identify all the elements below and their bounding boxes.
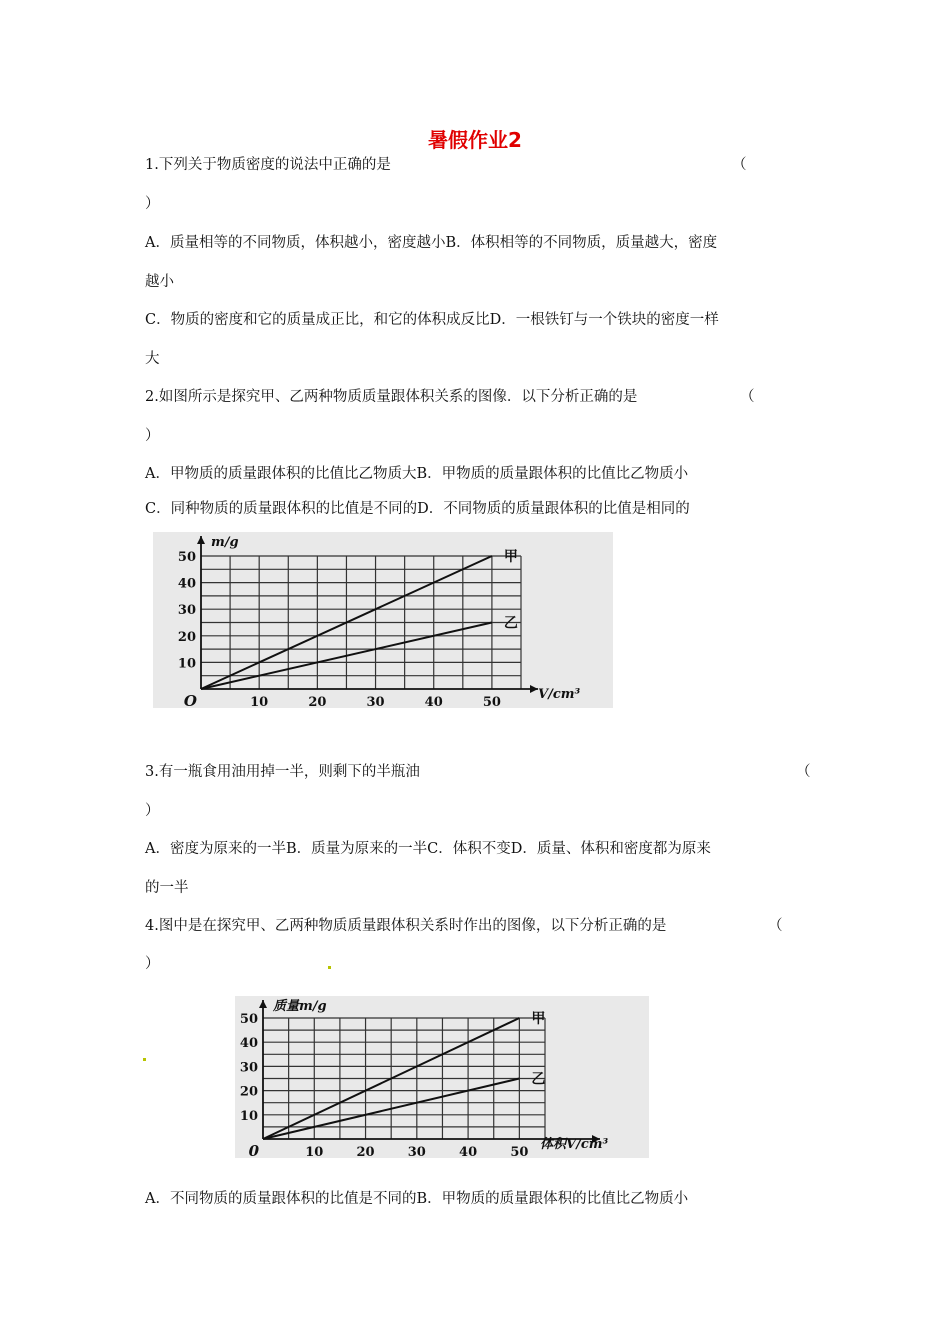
question-2-paren-close: ） <box>145 428 160 444</box>
x-tick-label: 30 <box>366 695 385 708</box>
question-2-stem: 2.如图所示是探究甲、乙两种物质质量跟体积关系的图像．以下分析正确的是 <box>145 389 638 405</box>
x-tick-label: 50 <box>482 695 501 708</box>
question-3-paren-close: ） <box>145 803 160 819</box>
y-tick-label: 40 <box>239 1036 258 1052</box>
question-1-paren-open: （ <box>732 157 747 173</box>
question-2-paren-open: （ <box>740 389 755 405</box>
x-tick-label: 50 <box>510 1145 529 1158</box>
question-4-option-line: A．不同物质的质量跟体积的比值是不同的B．甲物质的质量跟体积的比值比乙物质小 <box>145 1191 689 1207</box>
series-label-1: 甲 <box>531 1011 546 1027</box>
x-axis-label: 体积V/cm³ <box>540 1137 609 1152</box>
speck-mark <box>328 966 331 969</box>
figure-1 <box>153 532 613 712</box>
y-axis-label: m/g <box>211 535 239 550</box>
question-3-option-line: A．密度为原来的一半B．质量为原来的一半C．体积不变D．质量、体积和密度都为原来 <box>145 841 711 857</box>
question-2-option-line: A．甲物质的质量跟体积的比值比乙物质大B．甲物质的质量跟体积的比值比乙物质小 <box>145 466 689 482</box>
question-4-paren-close: ） <box>145 956 160 972</box>
origin-label: O <box>183 692 197 708</box>
series-label-2: 乙 <box>531 1071 546 1088</box>
y-tick-label: 20 <box>177 629 196 645</box>
x-tick-label: 30 <box>407 1145 426 1158</box>
x-tick-label: 10 <box>250 695 269 708</box>
y-tick-label: 50 <box>239 1012 258 1027</box>
x-tick-label: 40 <box>459 1145 478 1158</box>
y-tick-label: 30 <box>177 603 196 619</box>
page-title: 暑假作业2 <box>428 128 522 152</box>
question-4-paren-open: （ <box>768 918 783 934</box>
series-label-2: 乙 <box>503 615 518 632</box>
mass-volume-chart-1 <box>153 532 613 708</box>
y-tick-label: 20 <box>239 1084 258 1100</box>
question-4-stem: 4.图中是在探究甲、乙两种物质质量跟体积关系时作出的图像，以下分析正确的是 <box>145 918 667 934</box>
question-1-option-line: A．质量相等的不同物质，体积越小，密度越小B．体积相等的不同物质，质量越大，密度 <box>145 235 718 251</box>
question-1-paren-close: ） <box>145 196 160 212</box>
y-tick-label: 50 <box>177 550 196 565</box>
x-tick-label: 40 <box>424 695 443 708</box>
x-tick-label: 10 <box>305 1145 324 1158</box>
figure-2 <box>235 996 649 1162</box>
y-axis-label: 质量m/g <box>273 999 327 1014</box>
x-axis-label: V/cm³ <box>538 687 581 702</box>
x-tick-label: 20 <box>356 1145 375 1158</box>
series-label-1: 甲 <box>503 549 518 565</box>
question-1-option-line: 越小 <box>145 274 174 290</box>
y-tick-label: 10 <box>239 1108 258 1124</box>
y-tick-label: 40 <box>177 576 196 592</box>
question-1-option-line: 大 <box>145 351 160 367</box>
question-1-stem: 1.下列关于物质密度的说法中正确的是 <box>145 157 391 173</box>
speck-mark <box>143 1058 146 1061</box>
question-1-option-line: C．物质的密度和它的质量成正比，和它的体积成反比D．一根铁钉与一个铁块的密度一样 <box>145 312 719 328</box>
x-tick-label: 20 <box>308 695 327 708</box>
question-3-paren-open: （ <box>796 764 811 780</box>
y-tick-label: 10 <box>177 656 196 672</box>
mass-volume-chart-2 <box>235 996 649 1158</box>
question-3-option-line: 的一半 <box>145 880 189 896</box>
question-3-stem: 3.有一瓶食用油用掉一半，则剩下的半瓶油 <box>145 764 420 780</box>
question-2-option-line: C．同种物质的质量跟体积的比值是不同的D．不同物质的质量跟体积的比值是相同的 <box>145 501 690 517</box>
chart-background <box>153 532 613 708</box>
y-tick-label: 30 <box>239 1060 258 1076</box>
origin-label: 0 <box>248 1142 259 1158</box>
